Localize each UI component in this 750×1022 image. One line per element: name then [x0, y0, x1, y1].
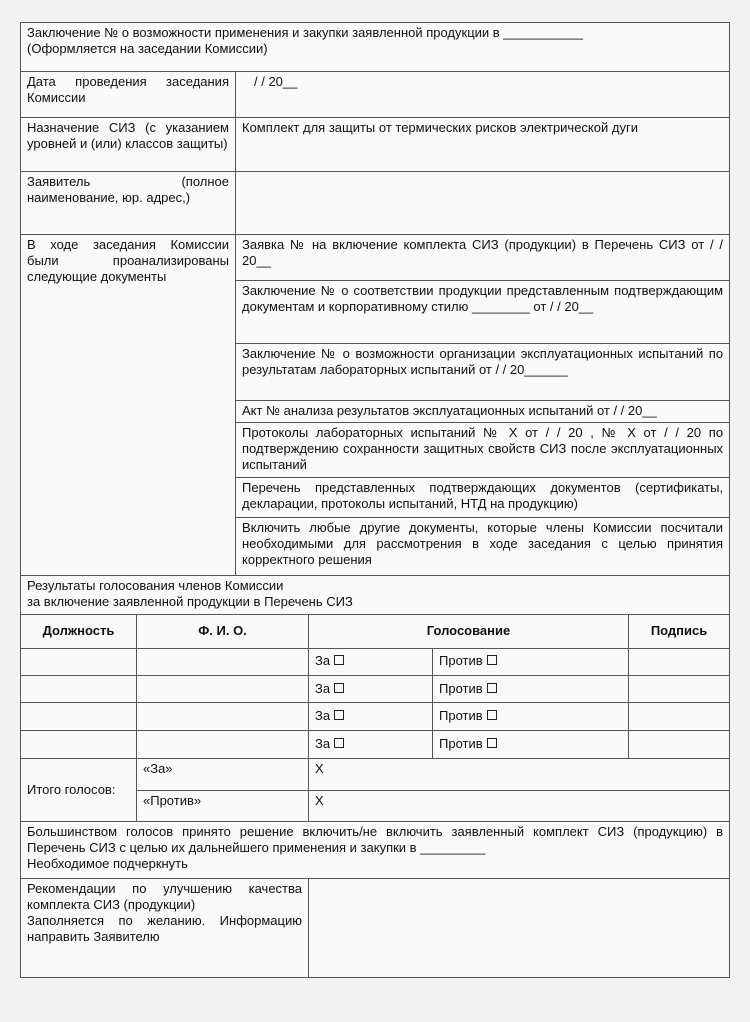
vote-for-cell[interactable] — [309, 676, 433, 703]
conclusion-title: Заключение № о возможности применения и закупки заявленной продукции в ___________ — [27, 25, 583, 40]
vote-for-label: За — [315, 680, 331, 696]
totals-for-label: «За» — [137, 758, 309, 790]
applicant-value[interactable] — [236, 172, 730, 235]
signature-cell[interactable] — [629, 730, 730, 758]
col-header-position: Должность — [21, 615, 137, 648]
document-item: Акт № анализа результатов эксплуатационных испытаний от / / 20__ — [236, 400, 730, 422]
vote-against-cell[interactable] — [433, 703, 629, 730]
name-cell[interactable] — [137, 730, 309, 758]
voting-title-line2: за включение заявленной продукции в Перечень СИЗ — [27, 594, 353, 610]
vote-against-label: Против — [439, 653, 483, 669]
vote-row — [21, 648, 730, 675]
applicant-label: Заявитель (полное наименование, юр. адрес,) — [21, 172, 236, 235]
col-header-vote: Голосование — [309, 615, 629, 648]
vote-for-checkbox[interactable] — [334, 683, 344, 693]
decision-text: Большинством голосов принято решение включить/не включить заявленный комплект СИЗ (продукцию) в Перечень СИЗ с целью их дальнейшего применения и закупки в _________ — [27, 824, 724, 856]
vote-against-label: Против — [439, 707, 483, 723]
totals-label: Итого голосов: — [21, 758, 137, 822]
document-item: Перечень представленных подтверждающих документов (сертификаты, декларации, протоколы испытаний, НТД на продукцию) — [236, 478, 730, 517]
totals-against-label: «Против» — [137, 791, 309, 822]
position-cell[interactable] — [21, 676, 137, 703]
vote-against-cell[interactable] — [433, 730, 629, 758]
ppe-purpose-label: Назначение СИЗ (с указанием уровней и (или) классов защиты) — [21, 117, 236, 172]
vote-against-checkbox[interactable] — [487, 683, 497, 693]
vote-for-checkbox[interactable] — [334, 710, 344, 720]
document-item: Протоколы лабораторных испытаний № X от / / 20 , № X от / / 20 по подтверждению сохранности защитных свойств СИЗ после эксплуатационных испытаний — [236, 422, 730, 478]
vote-against-checkbox[interactable] — [487, 710, 497, 720]
vote-for-label: За — [315, 653, 331, 669]
col-header-signature: Подпись — [629, 615, 730, 648]
conclusion-header — [21, 23, 730, 72]
voting-title-line1: Результаты голосования членов Комиссии — [27, 578, 284, 594]
vote-against-cell[interactable] — [433, 648, 629, 675]
totals-for-value[interactable]: X — [309, 758, 730, 790]
vote-against-label: Против — [439, 680, 483, 696]
signature-cell[interactable] — [629, 648, 730, 675]
position-cell[interactable] — [21, 648, 137, 675]
signature-cell[interactable] — [629, 676, 730, 703]
position-cell[interactable] — [21, 730, 137, 758]
conclusion-subtitle: (Оформляется на заседании Комиссии) — [27, 41, 268, 56]
document-item: Включить любые другие документы, которые члены Комиссии посчитали необходимыми для рассмотрения в ходе заседания с целью принятия корректного решения — [236, 517, 730, 576]
vote-for-label: За — [315, 735, 331, 751]
vote-row — [21, 730, 730, 758]
decision-block — [21, 822, 730, 879]
ppe-purpose-value[interactable]: Комплект для защиты от термических рисков электрической дуги — [236, 117, 730, 172]
vote-for-checkbox[interactable] — [334, 655, 344, 665]
col-header-name: Ф. И. О. — [137, 615, 309, 648]
recommendations-label-cell — [21, 878, 309, 977]
meeting-date-field[interactable] — [236, 72, 730, 117]
vote-against-label: Против — [439, 735, 483, 751]
commission-form-table — [20, 22, 730, 978]
position-cell[interactable] — [21, 703, 137, 730]
vote-row — [21, 676, 730, 703]
meeting-date-value: / / 20__ — [254, 74, 298, 90]
vote-against-cell[interactable] — [433, 676, 629, 703]
document-item: Заключение № о возможности организации эксплуатационных испытаний по результатам лабораторных испытаний от / / 20______ — [236, 343, 730, 400]
name-cell[interactable] — [137, 648, 309, 675]
recommendations-note: Заполняется по желанию. Информацию направить Заявителю — [27, 912, 302, 944]
recommendations-value[interactable] — [309, 878, 730, 977]
vote-for-checkbox[interactable] — [334, 738, 344, 748]
name-cell[interactable] — [137, 703, 309, 730]
vote-for-cell[interactable] — [309, 648, 433, 675]
documents-label: В ходе заседания Комиссии были проанализированы следующие документы — [21, 234, 236, 575]
signature-cell[interactable] — [629, 703, 730, 730]
vote-against-checkbox[interactable] — [487, 738, 497, 748]
vote-for-cell[interactable] — [309, 703, 433, 730]
vote-for-label: За — [315, 707, 331, 723]
document-item: Заключение № о соответствии продукции представленным подтверждающим документам и корпоративному стилю ________ от / / 20__ — [236, 281, 730, 344]
totals-against-value[interactable]: X — [309, 791, 730, 822]
vote-row — [21, 703, 730, 730]
document-item: Заявка № на включение комплекта СИЗ (продукции) в Перечень СИЗ от / / 20__ — [236, 234, 730, 280]
name-cell[interactable] — [137, 676, 309, 703]
recommendations-label: Рекомендации по улучшению качества комплекта СИЗ (продукции) — [27, 880, 302, 912]
voting-title — [21, 576, 730, 615]
vote-against-checkbox[interactable] — [487, 655, 497, 665]
decision-note: Необходимое подчеркнуть — [27, 856, 188, 872]
meeting-date-label: Дата проведения заседания Комиссии — [21, 72, 236, 117]
vote-for-cell[interactable] — [309, 730, 433, 758]
